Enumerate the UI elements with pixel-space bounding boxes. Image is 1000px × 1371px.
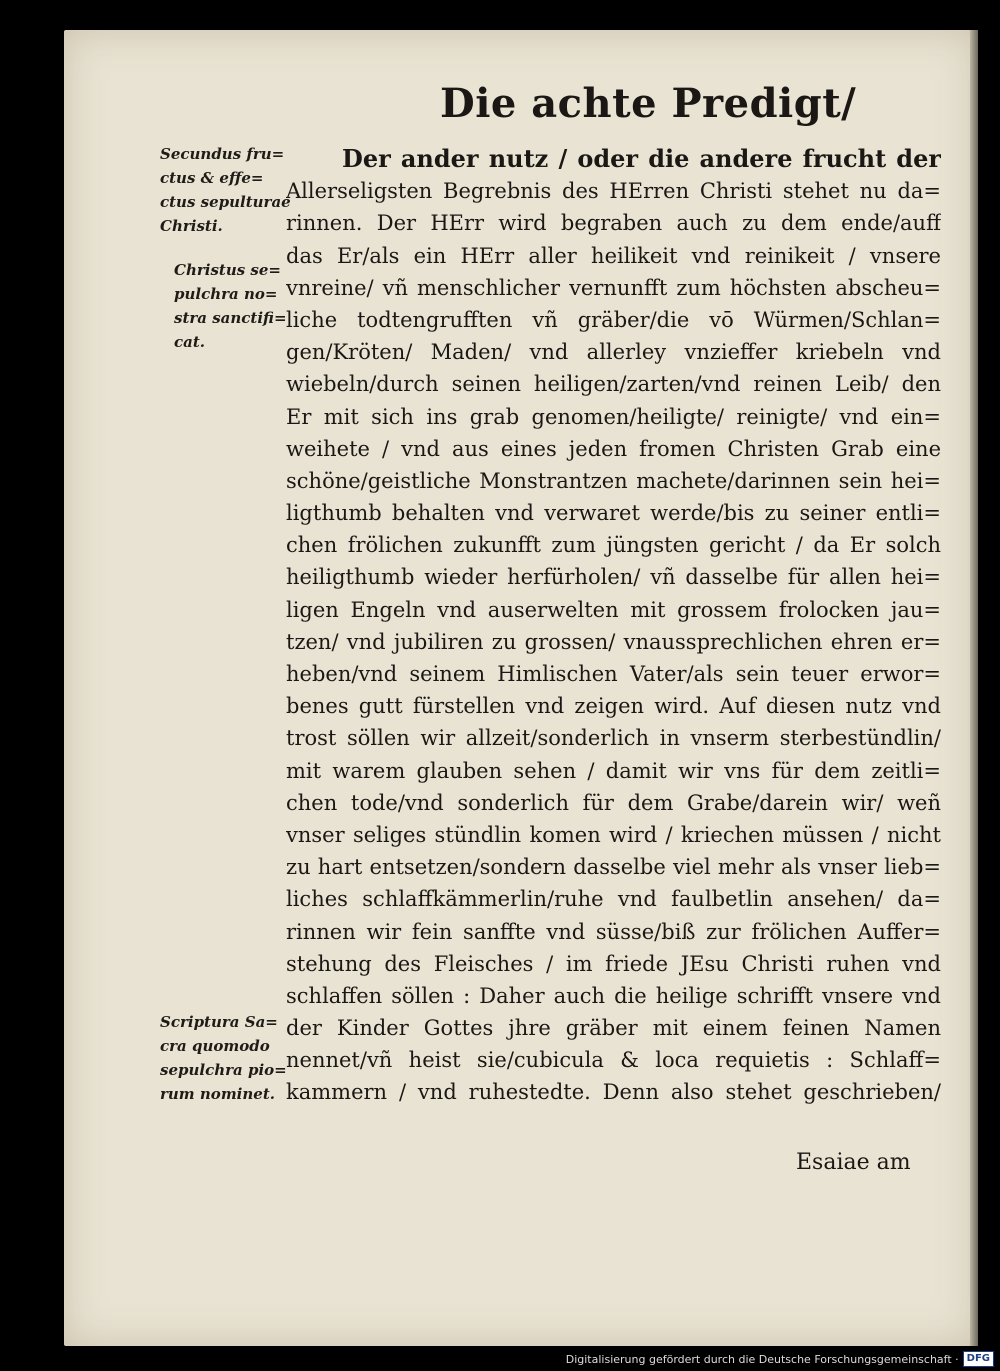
text-line: schöne/geistliche Monstrantzen machete/darinnen sein hei=	[286, 468, 941, 493]
marginal-line: ctus sepulturae	[160, 193, 291, 211]
text-line: vnser seliges stündlin komen wird / kriechen müssen / nicht	[286, 822, 941, 847]
text-line: weihete / vnd aus eines jeden fromen Christen Grab eine	[286, 436, 941, 461]
text-line: Er mit sich ins grab genomen/heiligte/ reinigte/ vnd ein=	[286, 404, 941, 429]
text-line: nennet/vñ heist sie/cubicula & loca requietis : Schlaff=	[286, 1048, 941, 1073]
footer-text: Digitalisierung gefördert durch die Deutsche Forschungsgemeinschaft ·	[565, 1352, 959, 1366]
marginal-line: Christi.	[160, 217, 223, 235]
catchword: Esaiae am	[796, 1150, 911, 1175]
running-head: Die achte Predigt/	[440, 80, 857, 127]
marginal-line: cra quomodo	[160, 1037, 270, 1055]
text-line: vnreine/ vñ menschlicher vernunfft zum höchsten abscheu=	[286, 275, 941, 300]
text-line: zu hart entsetzen/sondern dasselbe viel mehr als vnser lieb=	[286, 855, 941, 880]
text-line: heiligthumb wieder herfürholen/ vñ dasselbe für allen hei=	[286, 565, 941, 590]
text-line: ligen Engeln vnd auserwelten mit grossem frolocken jau=	[286, 597, 941, 622]
text-line: kammern / vnd ruhestedte. Denn also stehet geschrieben/	[286, 1080, 941, 1105]
marginal-note-2	[174, 258, 292, 354]
text-line: Der ander nutz / oder die andere frucht der	[342, 144, 941, 173]
text-line: ligthumb behalten vnd verwaret werde/bis zu seiner entli=	[286, 501, 941, 526]
text-line: liche todtengrufften vñ gräber/die vō Würmen/Schlan=	[286, 307, 941, 332]
dfg-logo: DFG	[963, 1351, 994, 1367]
text-line: gen/Kröten/ Maden/ vnd allerley vnzieffer kriebeln vnd	[286, 340, 941, 365]
marginal-line: ctus & effe=	[160, 169, 264, 187]
text-line: chen tode/vnd sonderlich für dem Grabe/darein wir/ weñ	[286, 790, 941, 815]
text-line: rinnen wir fein sanffte vnd süsse/biß zur frölichen Auffer=	[286, 919, 941, 944]
text-line: der Kinder Gottes jhre gräber mit einem feinen Namen	[286, 1016, 941, 1041]
text-line: wiebeln/durch seinen heiligen/zarten/vnd reinen Leib/ den	[286, 372, 941, 397]
text-line: das Er/als ein HErr aller heilikeit vnd reinikeit / vnsere	[286, 243, 941, 268]
text-line: heben/vnd seinem Himlischen Vater/als sein teuer erwor=	[286, 662, 941, 686]
main-text	[286, 143, 941, 1109]
marginal-line: Christus se=	[174, 261, 281, 279]
marginal-line: sepulchra pio=	[160, 1061, 287, 1079]
text-line: stehung des Fleisches / im friede JEsu Christi ruhen vnd	[286, 951, 941, 976]
marginal-line: Secundus fru=	[160, 145, 285, 163]
text-line: tzen/ vnd jubiliren zu grossen/ vnaussprechlichen ehren er=	[286, 629, 941, 654]
marginal-note-1	[160, 142, 291, 238]
text-line: Allerseligsten Begrebnis des HErren Christi stehet nu da=	[286, 179, 941, 204]
text-line: rinnen. Der HErr wird begraben auch zu dem ende/auff	[286, 211, 941, 236]
text-line: trost söllen wir allzeit/sonderlich in vnserm sterbestündlin/	[286, 726, 941, 751]
text-line: benes gutt fürstellen vnd zeigen wird. Auf diesen nutz vnd	[286, 694, 941, 719]
marginal-line: cat.	[174, 333, 206, 351]
marginal-line: rum nominet.	[160, 1085, 275, 1103]
marginal-line: pulchra no=	[174, 285, 278, 303]
text-line: liches schlaffkämmerlin/ruhe vnd faulbetlin ansehen/ da=	[286, 887, 941, 912]
text-line: mit warem glauben sehen / damit wir vns für dem zeitli=	[286, 758, 941, 783]
text-line: chen frölichen zukunfft zum jüngsten gericht / da Er solch	[286, 533, 941, 558]
text-line: schlaffen söllen : Daher auch die heilige schrifft vnsere vnd	[286, 983, 941, 1008]
marginal-line: Scriptura Sa=	[160, 1013, 278, 1031]
marginal-line: stra sanctifi=	[174, 309, 287, 327]
page-edge	[970, 30, 978, 1346]
digitization-footer	[566, 1351, 994, 1367]
marginal-note-3	[160, 1010, 287, 1106]
